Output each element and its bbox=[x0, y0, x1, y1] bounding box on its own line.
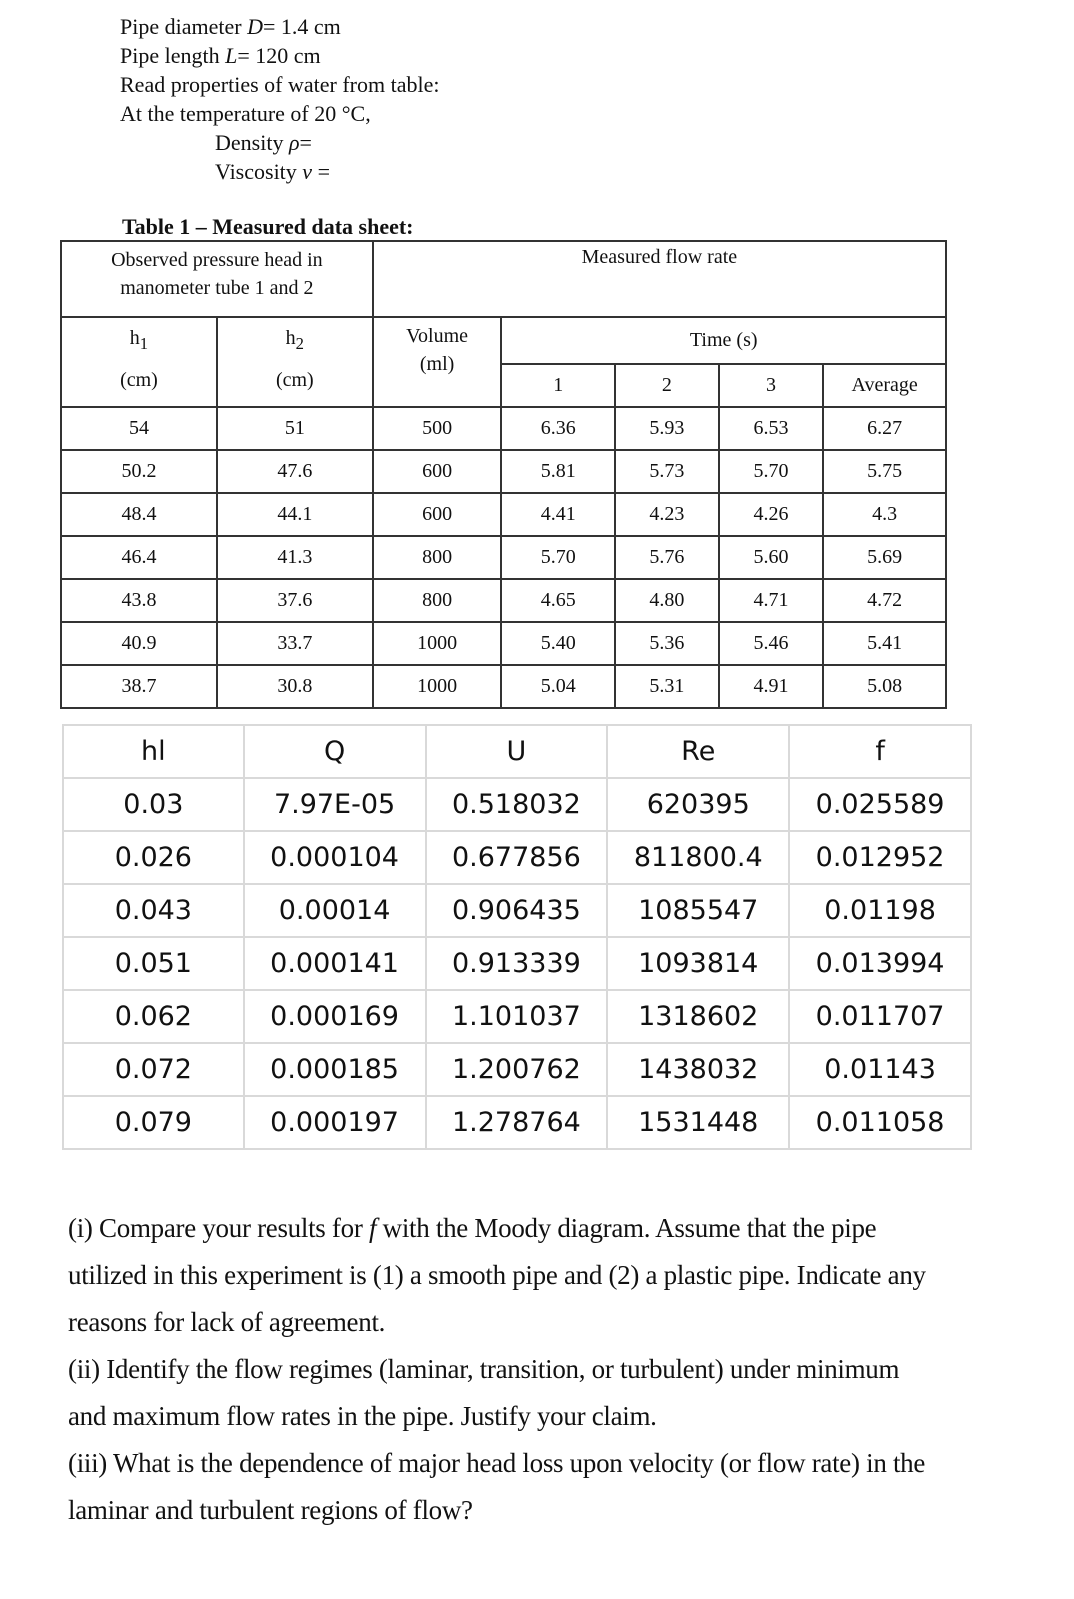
table-cell: 620395 bbox=[607, 778, 789, 831]
table-cell: 0.01198 bbox=[789, 884, 971, 937]
table-cell: 5.36 bbox=[615, 622, 719, 665]
table-cell: 37.6 bbox=[217, 579, 373, 622]
table-cell: 38.7 bbox=[61, 665, 217, 708]
header-f: f bbox=[789, 725, 971, 778]
volume-header: Volume (ml) bbox=[373, 317, 502, 407]
table-cell: 0.025589 bbox=[789, 778, 971, 831]
table-cell: 800 bbox=[373, 579, 502, 622]
table-row bbox=[63, 990, 971, 1043]
measured-flow-header: Measured flow rate bbox=[373, 241, 946, 317]
table-cell: 1.278764 bbox=[426, 1096, 608, 1149]
table-cell: 1085547 bbox=[607, 884, 789, 937]
table-cell: 5.73 bbox=[615, 450, 719, 493]
table-cell: 0.906435 bbox=[426, 884, 608, 937]
table-cell: 600 bbox=[373, 450, 502, 493]
table-cell: 48.4 bbox=[61, 493, 217, 536]
table-cell: 5.60 bbox=[719, 536, 824, 579]
table-cell: 47.6 bbox=[217, 450, 373, 493]
table-cell: 0.026 bbox=[63, 831, 244, 884]
table-row bbox=[63, 831, 971, 884]
table-cell: 5.46 bbox=[719, 622, 824, 665]
table1-caption: Table 1 – Measured data sheet: bbox=[122, 214, 414, 239]
table-cell: 44.1 bbox=[217, 493, 373, 536]
table-cell: 43.8 bbox=[61, 579, 217, 622]
table-cell: 0.00014 bbox=[244, 884, 426, 937]
table-cell: 30.8 bbox=[217, 665, 373, 708]
table-cell: 0.03 bbox=[63, 778, 244, 831]
time-header: Time (s) bbox=[501, 317, 946, 364]
table-row bbox=[61, 622, 946, 665]
table-cell: 0.062 bbox=[63, 990, 244, 1043]
table-cell: 0.011707 bbox=[789, 990, 971, 1043]
table-cell: 1.200762 bbox=[426, 1043, 608, 1096]
observed-pressure-header: Observed pressure head in manometer tube 1 and 2 bbox=[61, 241, 373, 317]
header-re: Re bbox=[607, 725, 789, 778]
table-cell: 7.97E-05 bbox=[244, 778, 426, 831]
read-properties-line: Read properties of water from table: bbox=[120, 72, 440, 97]
table-cell: 41.3 bbox=[217, 536, 373, 579]
table-cell: 0.000197 bbox=[244, 1096, 426, 1149]
measured-data-table bbox=[60, 240, 947, 709]
table-row bbox=[63, 884, 971, 937]
table-cell: 0.000104 bbox=[244, 831, 426, 884]
table-cell: 0.051 bbox=[63, 937, 244, 990]
table-cell: 4.26 bbox=[719, 493, 824, 536]
header-hl: hl bbox=[63, 725, 244, 778]
table-cell: 1318602 bbox=[607, 990, 789, 1043]
header-u: U bbox=[426, 725, 608, 778]
table-cell: 6.36 bbox=[501, 407, 615, 450]
table-cell: 5.08 bbox=[823, 665, 946, 708]
table-cell: 811800.4 bbox=[607, 831, 789, 884]
table-row bbox=[61, 536, 946, 579]
table-cell: 0.079 bbox=[63, 1096, 244, 1149]
table-cell: 5.40 bbox=[501, 622, 615, 665]
table-cell: 800 bbox=[373, 536, 502, 579]
table-cell: 0.000169 bbox=[244, 990, 426, 1043]
table-cell: 4.80 bbox=[615, 579, 719, 622]
table-cell: 5.70 bbox=[719, 450, 824, 493]
table-cell: 1000 bbox=[373, 622, 502, 665]
table-cell: 1438032 bbox=[607, 1043, 789, 1096]
viscosity-line: Viscosity ν = bbox=[215, 159, 330, 184]
table-cell: 4.41 bbox=[501, 493, 615, 536]
table-cell: 5.04 bbox=[501, 665, 615, 708]
temperature-line: At the temperature of 20 °C, bbox=[120, 101, 371, 126]
table-cell: 1531448 bbox=[607, 1096, 789, 1149]
table-cell: 33.7 bbox=[217, 622, 373, 665]
table-cell: 4.23 bbox=[615, 493, 719, 536]
table-cell: 0.000141 bbox=[244, 937, 426, 990]
table-cell: 5.93 bbox=[615, 407, 719, 450]
table-cell: 54 bbox=[61, 407, 217, 450]
table-row bbox=[61, 493, 946, 536]
table-cell: 40.9 bbox=[61, 622, 217, 665]
table-cell: 1093814 bbox=[607, 937, 789, 990]
table-cell: 0.012952 bbox=[789, 831, 971, 884]
table-cell: 0.913339 bbox=[426, 937, 608, 990]
question-2: (ii) Identify the flow regimes (laminar, transition, or turbulent) under minimum and maximum flow rates in the pipe. Justify your claim. bbox=[68, 1354, 900, 1431]
table-cell: 0.518032 bbox=[426, 778, 608, 831]
questions-block bbox=[68, 1205, 928, 1534]
table-cell: 1000 bbox=[373, 665, 502, 708]
table-cell: 5.76 bbox=[615, 536, 719, 579]
h1-header: $h_1$ (cm) bbox=[61, 317, 217, 407]
table-row bbox=[63, 1043, 971, 1096]
table-cell: 5.69 bbox=[823, 536, 946, 579]
table-row bbox=[61, 579, 946, 622]
h2-header: $h_2$ (cm) bbox=[217, 317, 373, 407]
table-row bbox=[61, 450, 946, 493]
table-cell: 4.3 bbox=[823, 493, 946, 536]
table-cell: 0.013994 bbox=[789, 937, 971, 990]
computed-results-table bbox=[62, 724, 972, 1150]
table-cell: 6.27 bbox=[823, 407, 946, 450]
table-cell: 5.41 bbox=[823, 622, 946, 665]
table-cell: 0.043 bbox=[63, 884, 244, 937]
time-col-3: 3 bbox=[719, 364, 824, 407]
table-cell: 51 bbox=[217, 407, 373, 450]
table-cell: 0.000185 bbox=[244, 1043, 426, 1096]
table-row bbox=[63, 937, 971, 990]
table-cell: 600 bbox=[373, 493, 502, 536]
question-3: (iii) What is the dependence of major head loss upon velocity (or flow rate) in the laminar and turbulent regions of flow? bbox=[68, 1448, 926, 1525]
table-cell: 0.01143 bbox=[789, 1043, 971, 1096]
time-col-2: 2 bbox=[615, 364, 719, 407]
table-cell: 0.072 bbox=[63, 1043, 244, 1096]
pipe-length-line: Pipe length L= 120 cm bbox=[120, 43, 321, 68]
question-1: (i) Compare your results for f with the Moody diagram. Assume that the pipe utilized in this experiment is (1) a smooth pipe and (2) a plastic pipe. Indicate any reasons for lack of agreement. bbox=[68, 1213, 926, 1337]
table-cell: 0.011058 bbox=[789, 1096, 971, 1149]
table-header-row bbox=[63, 725, 971, 778]
table-row bbox=[61, 407, 946, 450]
table-cell: 0.677856 bbox=[426, 831, 608, 884]
time-col-1: 1 bbox=[501, 364, 615, 407]
pipe-diameter-line: Pipe diameter D= 1.4 cm bbox=[120, 14, 341, 39]
table-row bbox=[63, 1096, 971, 1149]
table-cell: 5.75 bbox=[823, 450, 946, 493]
table-row bbox=[63, 778, 971, 831]
time-col-average: Average bbox=[823, 364, 946, 407]
table-cell: 5.31 bbox=[615, 665, 719, 708]
table-cell: 46.4 bbox=[61, 536, 217, 579]
table-cell: 6.53 bbox=[719, 407, 824, 450]
table-cell: 4.91 bbox=[719, 665, 824, 708]
table-row bbox=[61, 665, 946, 708]
table-cell: 5.81 bbox=[501, 450, 615, 493]
table-cell: 500 bbox=[373, 407, 502, 450]
table-cell: 50.2 bbox=[61, 450, 217, 493]
table-cell: 5.70 bbox=[501, 536, 615, 579]
table-cell: 4.71 bbox=[719, 579, 824, 622]
table-cell: 1.101037 bbox=[426, 990, 608, 1043]
experiment-parameters bbox=[120, 12, 439, 186]
table-cell: 4.72 bbox=[823, 579, 946, 622]
header-q: Q bbox=[244, 725, 426, 778]
density-line: Density ρ= bbox=[215, 130, 312, 155]
table-cell: 4.65 bbox=[501, 579, 615, 622]
